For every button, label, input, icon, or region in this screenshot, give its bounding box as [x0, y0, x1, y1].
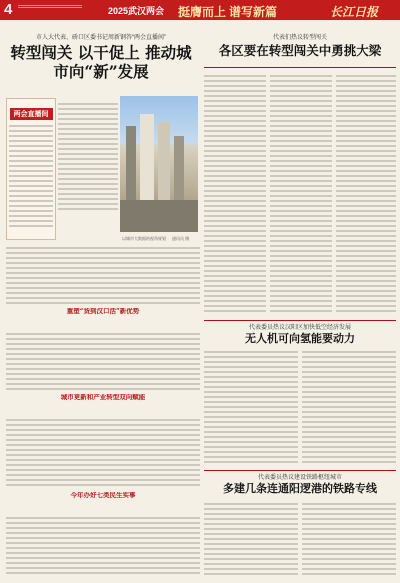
lead-body-4	[6, 514, 200, 580]
live-box-text	[7, 120, 55, 232]
right-rule	[204, 67, 396, 68]
subhead-2-title: 城市更新和产业转型双向赋能	[60, 394, 146, 401]
right-body-col-2	[270, 72, 332, 316]
city-photo	[120, 96, 198, 232]
lead-body-3	[6, 416, 200, 490]
lead-headline: 转型闯关 以干促上 推动城市向“新”发展	[10, 43, 192, 81]
right-body-col-1	[204, 72, 266, 316]
bottom-story-header	[204, 472, 396, 498]
mid-story-header	[204, 322, 396, 346]
right-kicker: 代表们热议转型闯关	[272, 35, 327, 41]
section-label: 2025武汉两会	[108, 6, 165, 16]
subhead-1-title: 重塑“货到汉口活”新优势	[66, 308, 140, 315]
right-story-header	[204, 24, 396, 68]
top-banner	[0, 0, 400, 20]
subhead-2	[6, 394, 200, 414]
bottom-body-col-2	[302, 500, 396, 580]
mid-body-col-2	[302, 348, 396, 468]
lead-body-1	[6, 244, 200, 306]
photo-credit: 通讯员 摄	[172, 236, 190, 241]
mid-body-col-1	[204, 348, 298, 468]
mid-headline: 无人机可向氢能要动力	[245, 332, 355, 345]
lead-intro-text	[58, 100, 118, 238]
masthead-logo: 长江日报	[330, 5, 379, 19]
page-slogan: 挺膺而上 谱写新篇	[178, 5, 278, 19]
live-box	[6, 98, 56, 240]
page-number: 4	[4, 1, 13, 18]
subhead-1	[6, 308, 200, 328]
lead-body-2	[6, 330, 200, 392]
lead-story-header	[6, 24, 196, 104]
right-headline: 各区要在转型闯关中勇挑大梁	[218, 43, 382, 58]
photo-caption: 以城市大数据的视角规划	[122, 236, 166, 241]
bottom-kicker: 代表委员热议建设铁路枢纽城市	[257, 475, 342, 481]
live-box-title: 两会直播间	[10, 108, 53, 120]
mid-rule	[204, 320, 396, 321]
bottom-body-col-1	[204, 500, 298, 580]
right-body-col-3	[336, 72, 396, 316]
bottom-headline: 多建几条连通阳逻港的铁路专线	[223, 482, 377, 495]
lead-kicker: 市人大代表、硚口区委书记周新钢答“两会直播间”	[36, 35, 166, 41]
subhead-3	[6, 492, 200, 512]
dateline	[18, 4, 82, 9]
mid-kicker: 代表委员热议汉阳区加快低空经济发展	[248, 325, 351, 331]
bottom-rule	[204, 470, 396, 471]
subhead-3-title: 今年办好七类民生实事	[70, 492, 136, 499]
